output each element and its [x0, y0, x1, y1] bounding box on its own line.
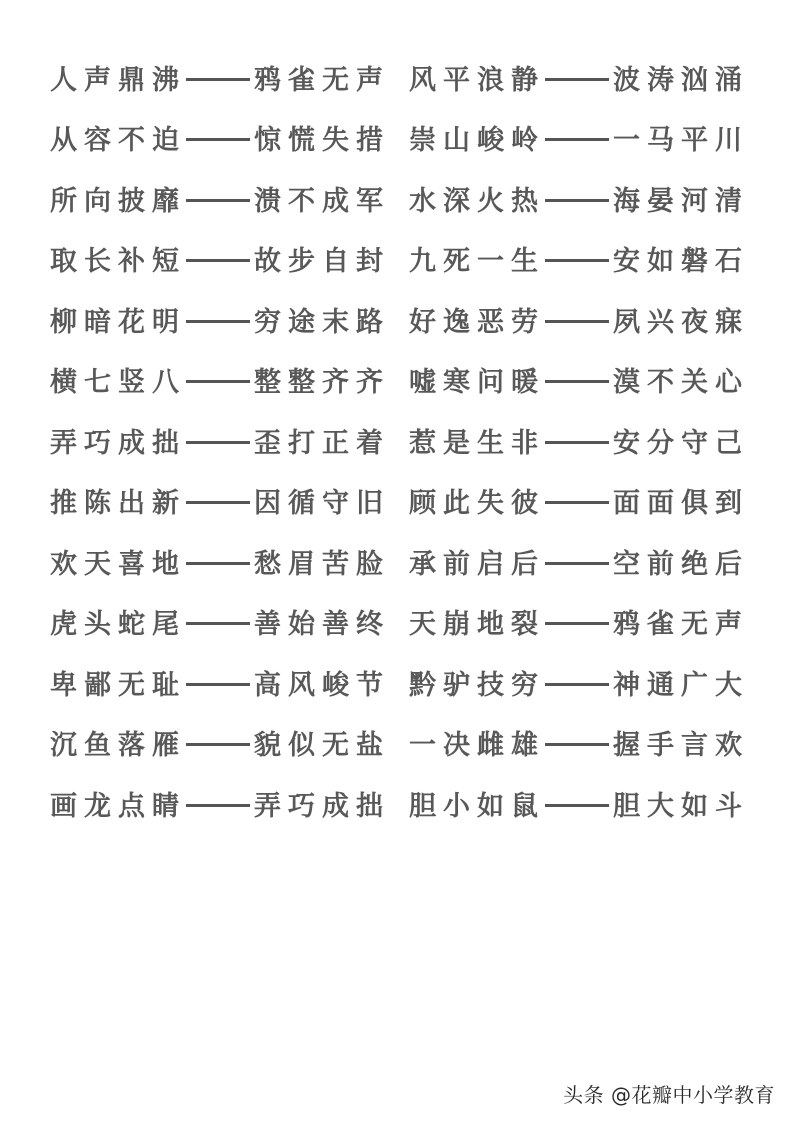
antonym-pair	[50, 790, 392, 822]
antonym-pair	[409, 306, 749, 338]
double-dash	[186, 380, 250, 383]
antonym-pair	[50, 367, 392, 399]
antonym-idiom: 海晏河清	[613, 185, 749, 217]
antonym-idiom: 波涛汹涌	[613, 64, 749, 96]
double-dash	[186, 804, 250, 807]
idiom: 弄巧成拙	[50, 427, 186, 459]
double-dash	[545, 683, 609, 686]
double-dash	[545, 138, 609, 141]
antonym-idiom: 面面俱到	[613, 488, 749, 520]
antonym-idiom: 空前绝后	[613, 548, 749, 580]
watermark: 头条 @花瓣中小学教育	[563, 1083, 775, 1107]
idiom: 黔驴技穷	[409, 669, 545, 701]
antonym-pair	[409, 125, 749, 157]
antonym-pair	[50, 488, 392, 520]
antonym-idiom: 故步自封	[254, 246, 390, 278]
antonym-idiom: 善始善终	[254, 609, 390, 641]
antonym-pair	[50, 548, 392, 580]
double-dash	[545, 441, 609, 444]
double-dash	[545, 259, 609, 262]
antonym-idiom: 弄巧成拙	[254, 790, 390, 822]
antonym-pair	[50, 125, 392, 157]
idiom: 横七竖八	[50, 367, 186, 399]
double-dash	[186, 138, 250, 141]
double-dash	[545, 562, 609, 565]
antonym-idiom: 一马平川	[613, 125, 749, 157]
antonym-idiom: 鸦雀无声	[254, 64, 390, 96]
antonym-idiom: 夙兴夜寐	[613, 306, 749, 338]
antonym-pair	[50, 609, 392, 641]
idiom: 画龙点睛	[50, 790, 186, 822]
idiom: 人声鼎沸	[50, 64, 186, 96]
idiom: 推陈出新	[50, 488, 186, 520]
double-dash	[186, 259, 250, 262]
idiom: 卑鄙无耻	[50, 669, 186, 701]
antonym-pair	[50, 64, 392, 96]
antonym-idiom: 神通广大	[613, 669, 749, 701]
idiom: 风平浪静	[409, 64, 545, 96]
antonym-pair	[50, 669, 392, 701]
antonym-idiom: 安分守己	[613, 427, 749, 459]
antonym-pair	[409, 185, 749, 217]
idiom-row	[50, 353, 750, 414]
antonym-pair	[409, 548, 749, 580]
double-dash	[186, 78, 250, 81]
antonym-pair	[409, 246, 749, 278]
antonym-pair	[409, 64, 749, 96]
idiom: 顾此失彼	[409, 488, 545, 520]
idiom: 虎头蛇尾	[50, 609, 186, 641]
antonym-pair	[50, 730, 392, 762]
double-dash	[545, 804, 609, 807]
antonym-idiom: 歪打正着	[254, 427, 390, 459]
antonym-pair	[50, 246, 392, 278]
double-dash	[186, 683, 250, 686]
idiom-row	[50, 776, 750, 837]
double-dash	[186, 320, 250, 323]
double-dash	[545, 320, 609, 323]
double-dash	[186, 743, 250, 746]
antonym-idiom: 穷途末路	[254, 306, 390, 338]
idiom: 取长补短	[50, 246, 186, 278]
antonym-pair	[50, 185, 392, 217]
antonym-idiom: 握手言欢	[613, 730, 749, 762]
idiom: 惹是生非	[409, 427, 545, 459]
antonym-idiom: 貌似无盐	[254, 730, 390, 762]
idiom-row	[50, 534, 750, 595]
idiom: 水深火热	[409, 185, 545, 217]
idiom-row	[50, 413, 750, 474]
idiom: 沉鱼落雁	[50, 730, 186, 762]
idiom: 一决雌雄	[409, 730, 545, 762]
antonym-pair	[409, 790, 749, 822]
idiom: 嘘寒问暖	[409, 367, 545, 399]
antonym-pair	[50, 427, 392, 459]
antonym-idiom: 因循守旧	[254, 488, 390, 520]
antonym-idiom: 安如磐石	[613, 246, 749, 278]
idiom-row	[50, 292, 750, 353]
antonym-pair	[409, 427, 749, 459]
idiom-row	[50, 474, 750, 535]
idiom: 好逸恶劳	[409, 306, 545, 338]
idiom-row	[50, 50, 750, 111]
idiom: 天崩地裂	[409, 609, 545, 641]
antonym-idiom: 溃不成军	[254, 185, 390, 217]
double-dash	[545, 380, 609, 383]
antonym-pair	[409, 367, 749, 399]
antonym-pair	[409, 488, 749, 520]
antonym-idiom: 整整齐齐	[254, 367, 390, 399]
antonym-idiom: 鸦雀无声	[613, 609, 749, 641]
idiom-row	[50, 232, 750, 293]
double-dash	[186, 622, 250, 625]
double-dash	[545, 743, 609, 746]
antonym-idiom: 胆大如斗	[613, 790, 749, 822]
double-dash	[186, 501, 250, 504]
double-dash	[186, 562, 250, 565]
idiom: 承前启后	[409, 548, 545, 580]
antonym-pair	[50, 306, 392, 338]
idiom-row	[50, 171, 750, 232]
idiom-row	[50, 111, 750, 172]
idiom: 柳暗花明	[50, 306, 186, 338]
idiom-row	[50, 595, 750, 656]
idiom-antonym-list	[50, 50, 750, 837]
idiom: 所向披靡	[50, 185, 186, 217]
antonym-pair	[409, 730, 749, 762]
antonym-idiom: 高风峻节	[254, 669, 390, 701]
idiom: 崇山峻岭	[409, 125, 545, 157]
idiom: 九死一生	[409, 246, 545, 278]
double-dash	[545, 199, 609, 202]
idiom: 欢天喜地	[50, 548, 186, 580]
double-dash	[545, 501, 609, 504]
antonym-idiom: 愁眉苦脸	[254, 548, 390, 580]
antonym-idiom: 惊慌失措	[254, 125, 390, 157]
antonym-pair	[409, 609, 749, 641]
idiom-row	[50, 716, 750, 777]
antonym-idiom: 漠不关心	[613, 367, 749, 399]
double-dash	[545, 622, 609, 625]
double-dash	[186, 199, 250, 202]
double-dash	[545, 78, 609, 81]
antonym-pair	[409, 669, 749, 701]
idiom-row	[50, 655, 750, 716]
idiom: 从容不迫	[50, 125, 186, 157]
double-dash	[186, 441, 250, 444]
idiom: 胆小如鼠	[409, 790, 545, 822]
